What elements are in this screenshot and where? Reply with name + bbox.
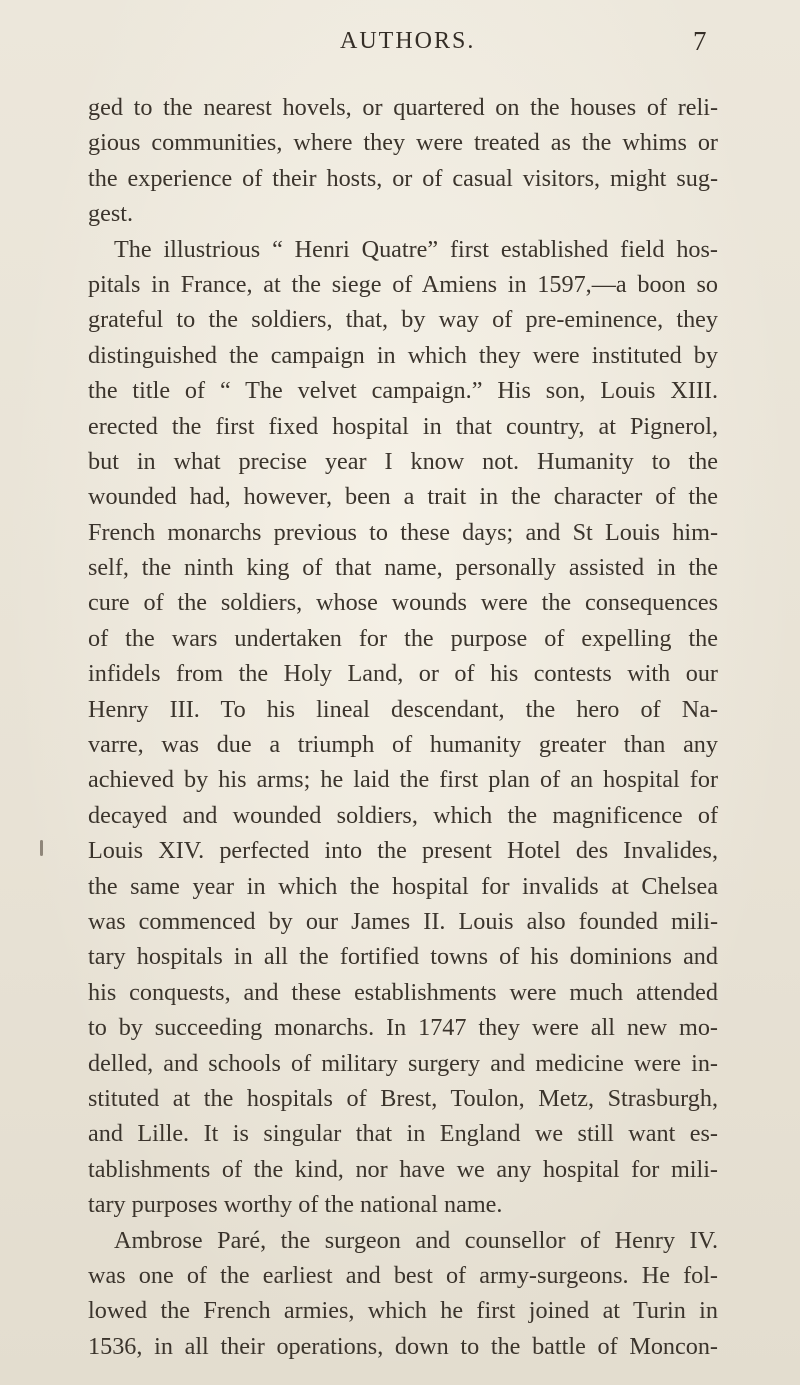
- text-line: gest.: [88, 200, 134, 228]
- ink-mark: [40, 840, 43, 856]
- text-line: delled, and schools of military surgery and medicine were in-: [88, 1049, 718, 1077]
- text-line: the experience of their hosts, or of casual visitors, might sug-: [88, 164, 718, 192]
- paragraph-start-line: The illustrious “ Henri Quatre” first established field hos-: [114, 235, 718, 263]
- text-line: tary hospitals in all the fortified towns of his dominions and: [88, 943, 718, 971]
- text-line: cure of the soldiers, whose wounds were the consequences: [88, 589, 718, 617]
- running-title: AUTHORS.: [340, 28, 476, 54]
- text-line: decayed and wounded soldiers, which the magnificence of: [88, 801, 718, 829]
- text-line: achieved by his arms; he laid the first plan of an hospital for: [88, 766, 718, 794]
- text-line: was commenced by our James II. Louis also founded mili-: [88, 907, 718, 935]
- running-head: [0, 22, 800, 62]
- text-line: of the wars undertaken for the purpose of expelling the: [88, 624, 718, 652]
- text-line: was one of the earliest and best of army-surgeons. He fol-: [88, 1261, 718, 1289]
- text-line: erected the first fixed hospital in that country, at Pignerol,: [88, 412, 718, 440]
- page-number: 7: [693, 26, 707, 56]
- text-line: Louis XIV. perfected into the present Hotel des Invalides,: [88, 837, 718, 865]
- text-line: 1536, in all their operations, down to the battle of Moncon-: [88, 1332, 718, 1360]
- body-text: [88, 90, 718, 1364]
- text-line: gious communities, where they were treated as the whims or: [88, 129, 718, 157]
- text-line: ged to the nearest hovels, or quartered on the houses of reli-: [88, 94, 718, 121]
- text-line: infidels from the Holy Land, or of his contests with our: [88, 660, 718, 688]
- text-line: French monarchs previous to these days; and St Louis him-: [88, 518, 718, 546]
- text-line: his conquests, and these establishments were much attended: [88, 978, 718, 1006]
- text-line: and Lille. It is singular that in England we still want es-: [88, 1120, 718, 1148]
- text-line: pitals in France, at the siege of Amiens in 1597,—a boon so: [88, 270, 718, 298]
- text-line: varre, was due a triumph of humanity greater than any: [88, 731, 718, 759]
- text-line: grateful to the soldiers, that, by way of pre-eminence, they: [88, 306, 718, 334]
- text-line: tary purposes worthy of the national name.: [88, 1191, 503, 1219]
- text-line: self, the ninth king of that name, personally assisted in the: [88, 554, 718, 582]
- paragraph-start-line: Ambrose Paré, the surgeon and counsellor of Henry IV.: [114, 1226, 718, 1254]
- text-line: but in what precise year I know not. Humanity to the: [88, 447, 718, 475]
- text-line: the same year in which the hospital for invalids at Chelsea: [88, 872, 718, 900]
- text-line: lowed the French armies, which he first joined at Turin in: [88, 1297, 718, 1325]
- text-line: wounded had, however, been a trait in the character of the: [88, 483, 718, 511]
- text-line: the title of “ The velvet campaign.” His son, Louis XIII.: [88, 377, 718, 405]
- text-line: Henry III. To his lineal descendant, the hero of Na-: [88, 695, 718, 723]
- text-line: stituted at the hospitals of Brest, Toulon, Metz, Strasburgh,: [88, 1084, 718, 1112]
- text-line: to by succeeding monarchs. In 1747 they were all new mo-: [88, 1014, 718, 1042]
- text-line: tablishments of the kind, nor have we any hospital for mili-: [88, 1155, 718, 1183]
- text-line: distinguished the campaign in which they were instituted by: [88, 341, 718, 369]
